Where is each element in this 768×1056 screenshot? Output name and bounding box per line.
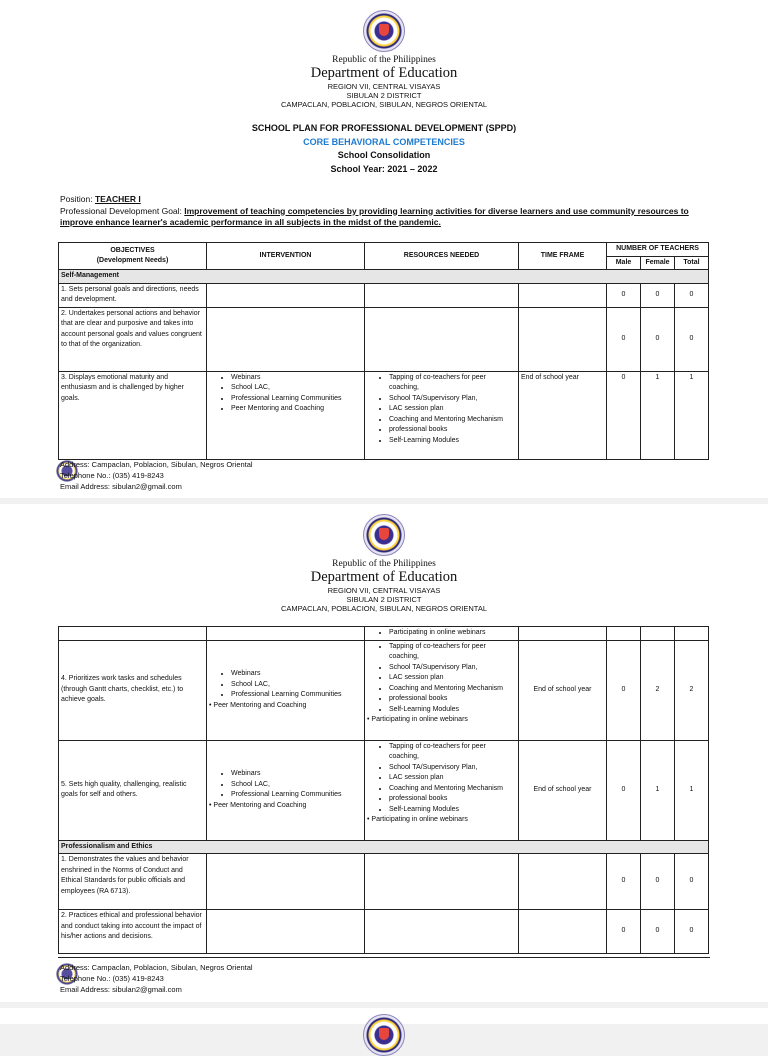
resource-item: • School TA/Supervisory Plan, [389, 763, 516, 774]
objective-cell: 4. Prioritizes work tasks and schedules (through Gantt charts, checklist, etc.) to achieve goals. [59, 640, 207, 740]
sppd-table-page-1 [58, 242, 709, 460]
intervention-item: • Webinars [231, 769, 362, 780]
resource-item: • Participating in online webinars [367, 716, 468, 723]
position-value: TEACHER I [94, 194, 141, 204]
objective-cell: 3. Displays emotional maturity and enthusiasm and is challenged by higher goals. [59, 371, 207, 459]
total-count: 0 [675, 910, 709, 954]
objective-cell: 1. Demonstrates the values and behavior enshrined in the Norms of Conduct and Ethical Standards for public officials and employees (RA 6713). [59, 854, 207, 910]
total-count: 0 [675, 307, 709, 371]
female-count: 2 [641, 640, 675, 740]
intervention-cell [207, 371, 365, 459]
footer-email: Email Address: sibulan2@gmail.com [60, 482, 182, 491]
resource-item: • professional books [389, 694, 516, 705]
region-text: REGION VII, CENTRAL VISAYAS [327, 82, 441, 91]
resource-item: • School TA/Supervisory Plan, [389, 663, 516, 674]
document-page-1 [0, 0, 768, 498]
position-info [60, 194, 710, 229]
address-text: CAMPACLAN, POBLACION, SIBULAN, NEGROS ORIENTAL [280, 100, 488, 109]
section-header: Professionalism and Ethics [59, 840, 709, 854]
table-row [59, 740, 709, 840]
address-text: CAMPACLAN, POBLACION, SIBULAN, NEGROS ORIENTAL [280, 604, 488, 613]
resources-cell [365, 740, 519, 840]
intervention-item: • School LAC, [231, 780, 362, 791]
footer [60, 459, 253, 492]
male-count: 0 [607, 910, 641, 954]
resource-item: • Self-Learning Modules [389, 436, 516, 447]
total-count: 0 [675, 283, 709, 307]
resource-item: • Tapping of co-teachers for peer coaching, [389, 642, 516, 663]
resource-item: • Participating in online webinars [389, 628, 516, 639]
table-row [59, 854, 709, 910]
goal-label: Professional Development Goal: [60, 205, 185, 216]
intervention-item: • Professional Learning Communities [231, 790, 362, 801]
resource-item: • Coaching and Mentoring Mechanism [389, 415, 516, 426]
table-row [59, 371, 709, 459]
district-text: SIBULAN 2 DISTRICT [346, 91, 422, 100]
footer-divider [58, 957, 710, 958]
intervention-item: • Professional Learning Communities [231, 690, 362, 701]
female-count: 1 [641, 740, 675, 840]
resources-cell [365, 627, 519, 641]
time-frame-cell: End of school year [519, 640, 607, 740]
resource-item: • Participating in online webinars [367, 816, 468, 823]
header-objectives: OBJECTIVES (Development Needs) [59, 243, 207, 270]
intervention-item: • Webinars [231, 373, 362, 384]
male-count: 0 [607, 640, 641, 740]
resource-item: • Coaching and Mentoring Mechanism [389, 684, 516, 695]
header-time-frame: TIME FRAME [519, 243, 607, 270]
intervention-cell [207, 740, 365, 840]
footer-email: Email Address: sibulan2@gmail.com [60, 985, 182, 994]
objective-cell: 5. Sets high quality, challenging, realistic goals for self and others. [59, 740, 207, 840]
header-male: Male [607, 256, 641, 270]
footer-address: Address: Campaclan, Poblacion, Sibulan, Negros Oriental [60, 963, 253, 972]
objective-cell: 2. Practices ethical and professional behavior and conduct taking into account the impact of his/her actions and decisions. [59, 910, 207, 954]
resource-item: • LAC session plan [389, 404, 516, 415]
total-count: 1 [675, 740, 709, 840]
resource-item: • School TA/Supervisory Plan, [389, 394, 516, 405]
header-intervention: INTERVENTION [207, 243, 365, 270]
position-label: Position: [60, 194, 95, 204]
resource-item: • Tapping of co-teachers for peer coaching, [389, 373, 516, 394]
intervention-item: • Peer Mentoring and Coaching [209, 801, 307, 809]
deped-seal-icon [363, 1014, 405, 1056]
resource-item: • Self-Learning Modules [389, 705, 516, 716]
male-count: 0 [607, 283, 641, 307]
republic-text: Republic of the Philippines [332, 559, 436, 569]
male-count: 0 [607, 854, 641, 910]
document-title [0, 122, 768, 176]
intervention-item: • School LAC, [231, 383, 362, 394]
department-text: Department of Education [310, 569, 458, 585]
deped-seal-icon [363, 10, 405, 52]
district-text: SIBULAN 2 DISTRICT [346, 595, 422, 604]
resources-cell [365, 371, 519, 459]
title-line-2: CORE BEHAVIORAL COMPETENCIES [303, 136, 465, 147]
resource-item: • Self-Learning Modules [389, 805, 516, 816]
header-number-of-teachers: NUMBER OF TEACHERS [607, 243, 709, 257]
intervention-item: • Peer Mentoring and Coaching [209, 701, 307, 709]
male-count: 0 [607, 307, 641, 371]
republic-text: Republic of the Philippines [332, 55, 436, 65]
document-page-3 [0, 1008, 768, 1024]
letterhead [0, 559, 768, 613]
table-row [59, 283, 709, 307]
time-frame-cell: End of school year [519, 740, 607, 840]
resource-item: • Tapping of co-teachers for peer coaching, [389, 742, 516, 763]
total-count: 2 [675, 640, 709, 740]
document-page-2 [0, 504, 768, 1002]
total-count: 0 [675, 854, 709, 910]
footer-phone: Telephone No.: (035) 419-8243 [60, 471, 164, 480]
intervention-item: • School LAC, [231, 680, 362, 691]
table-row [59, 910, 709, 954]
footer-address: Address: Campaclan, Poblacion, Sibulan, Negros Oriental [60, 460, 253, 469]
department-text: Department of Education [310, 65, 458, 81]
title-line-3: School Consolidation [337, 150, 431, 160]
resource-item: • Coaching and Mentoring Mechanism [389, 784, 516, 795]
header-total: Total [675, 256, 709, 270]
footer-phone: Telephone No.: (035) 419-8243 [60, 974, 164, 983]
table-row [59, 640, 709, 740]
female-count: 0 [641, 283, 675, 307]
intervention-cell [207, 640, 365, 740]
time-frame-cell: End of school year [519, 371, 607, 459]
objective-cell: 1. Sets personal goals and directions, needs and development. [59, 283, 207, 307]
header-resources: RESOURCES NEEDED [365, 243, 519, 270]
section-header: Self-Management [59, 270, 709, 284]
resource-item: • LAC session plan [389, 673, 516, 684]
female-count: 0 [641, 307, 675, 371]
deped-seal-icon [363, 514, 405, 556]
title-line-4: School Year: 2021 – 2022 [330, 163, 438, 174]
intervention-item: • Webinars [231, 669, 362, 680]
resource-item: • professional books [389, 794, 516, 805]
footer [60, 962, 253, 995]
title-line-1: SCHOOL PLAN FOR PROFESSIONAL DEVELOPMENT (SPPD) [251, 123, 517, 133]
letterhead [0, 55, 768, 109]
table-row [59, 627, 709, 641]
total-count: 1 [675, 371, 709, 459]
region-text: REGION VII, CENTRAL VISAYAS [327, 586, 441, 595]
sppd-table-page-2 [58, 626, 709, 954]
resources-cell [365, 640, 519, 740]
resource-item: • professional books [389, 425, 516, 436]
female-count: 0 [641, 910, 675, 954]
resource-item: • LAC session plan [389, 773, 516, 784]
female-count: 1 [641, 371, 675, 459]
male-count: 0 [607, 371, 641, 459]
female-count: 0 [641, 854, 675, 910]
intervention-item: • Peer Mentoring and Coaching [231, 404, 362, 415]
goal-value: Improvement of teaching competencies by providing learning activities for diverse learners and use community resources to improve enhance learner's academic performance in all subjects in the midst of the pandemic. [60, 205, 689, 227]
table-row [59, 307, 709, 371]
header-female: Female [641, 256, 675, 270]
objective-cell: 2. Undertakes personal actions and behavior that are clear and purposive and takes into account personal goals and values congruent to that of the organization. [59, 307, 207, 371]
male-count: 0 [607, 740, 641, 840]
intervention-item: • Professional Learning Communities [231, 394, 362, 405]
